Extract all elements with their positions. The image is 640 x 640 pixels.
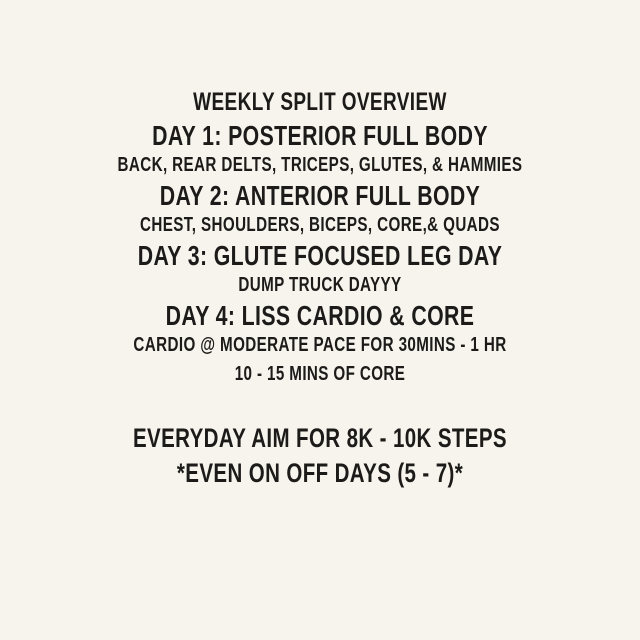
poster-title: WEEKLY SPLIT OVERVIEW xyxy=(193,88,447,116)
day-3-heading: DAY 3: GLUTE FOCUSED LEG DAY xyxy=(137,240,503,271)
day-3-detail: DUMP TRUCK DAYYY xyxy=(238,274,402,296)
footer-off-days-note: *EVEN ON OFF DAYS (5 - 7)* xyxy=(176,458,464,488)
day-1-detail: BACK, REAR DELTS, TRICEPS, GLUTES, & HAMMIES xyxy=(117,154,523,176)
day-1-heading: DAY 1: POSTERIOR FULL BODY xyxy=(152,120,488,151)
day-2-heading: DAY 2: ANTERIOR FULL BODY xyxy=(159,180,481,211)
footer-spacer xyxy=(0,389,640,421)
footer-steps-goal: EVERYDAY AIM FOR 8K - 10K STEPS xyxy=(132,423,508,453)
day-2-detail: CHEST, SHOULDERS, BICEPS, CORE,& QUADS xyxy=(140,214,500,236)
day-4-detail-cardio: CARDIO @ MODERATE PACE FOR 30MINS - 1 HR xyxy=(133,334,507,356)
day-4-heading: DAY 4: LISS CARDIO & CORE xyxy=(165,300,475,331)
day-4-detail-core: 10 - 15 MINS OF CORE xyxy=(234,363,406,385)
